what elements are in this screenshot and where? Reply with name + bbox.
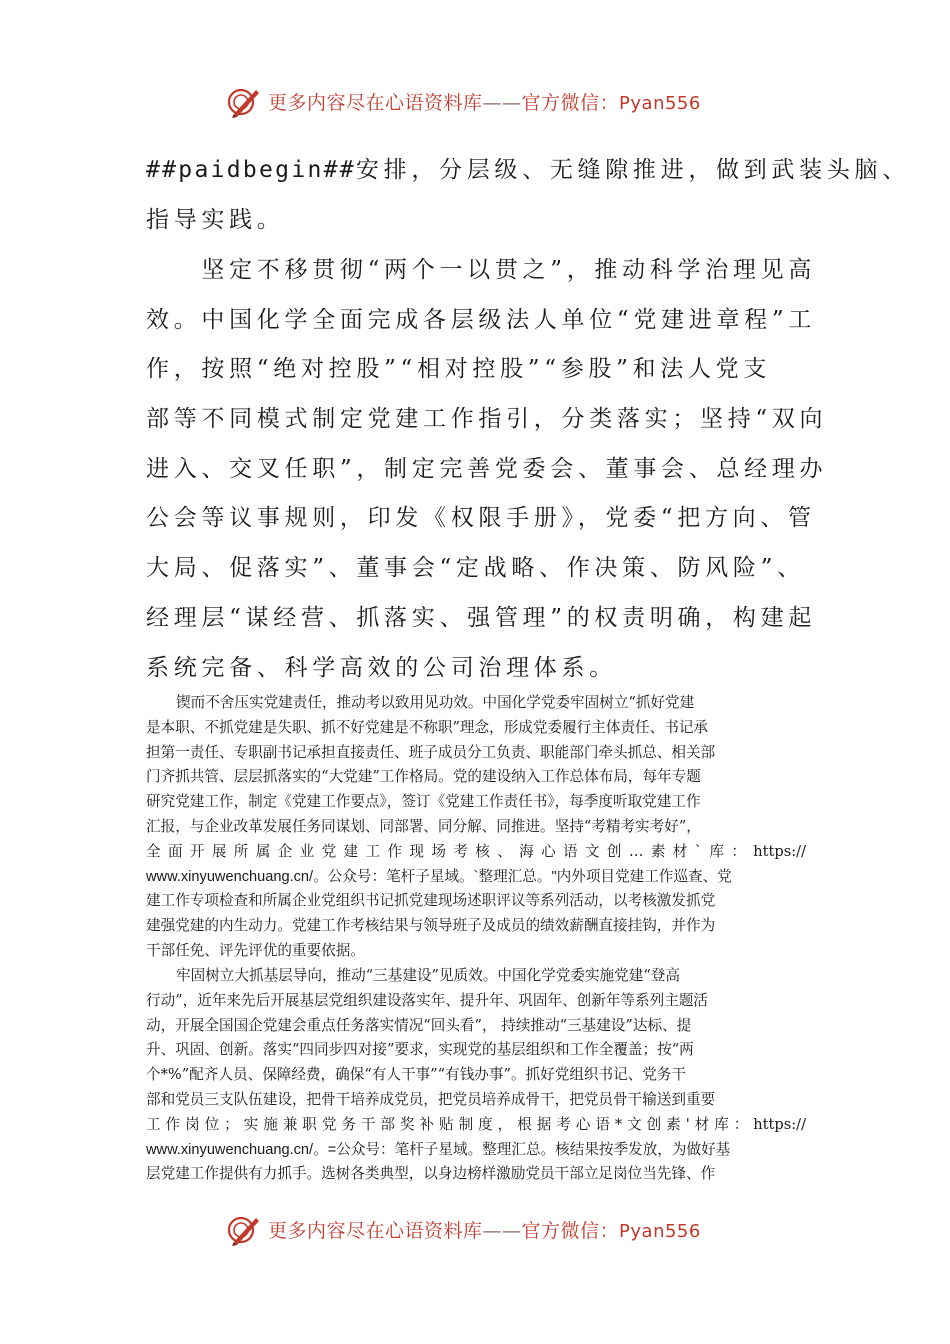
pen-logo-icon [226,1212,262,1248]
wechat-id: Pyan556 [619,93,701,114]
text-line: 层党建工作提供有力抓手。选树各类典型，以身边榜样激励党员干部立足岗位当先锋、作 [146,1165,716,1183]
text-line: 作，按照“绝对控股”“相对控股”“参股”和法人党支 [146,356,772,383]
text-line: 坚定不移贯彻“两个一以贯之”，推动科学治理见高 [146,257,817,283]
paragraph-4 [146,964,806,1187]
text-line: 干部任免、评先评优的重要依据。 [146,941,365,959]
text-line: 升、巩固、创新。落实“四同步四对接”要求，实现党的基层组织和工作全覆盖；按“两 [146,1041,694,1059]
text-line: 锲而不舍压实党建责任，推动考以致用见功效。中国化学党委牢固树立“抓好党建 [176,694,695,711]
text-line: 系统完备、科学高效的公司治理体系。 [146,654,617,681]
text-line: 效。中国化学全面完成各层级法人单位“党建进章程”工 [146,306,817,333]
text-line: ##paidbegin##安排，分层级、无缝隙推进，做到武装头脑、 [146,157,910,183]
text-line: 担第一责任、专职副书记承担直接责任、班子成员分工负责、职能部门牵头抓总、相关部 [146,743,716,761]
banner-text: 更多内容尽在心语资料库——官方微信：Pyan556 [268,1220,701,1242]
footer-banner [0,1210,950,1250]
text-line: www.xinyuwenchuang.cn/。公众号：笔杆子星域。`整理汇总。"内外项目党建工作巡查、党 [146,868,732,885]
paragraph-3 [146,691,806,964]
text-line: 全面开展所属企业党建工作现场考核、海心语文创…素材`库：https:// [146,842,806,860]
text-line: 个*%”配齐人员、保障经费，确保“有人干事”“有钱办事”。抓好党组织书记、党务干 [146,1066,687,1084]
wechat-id: Pyan556 [619,1221,701,1242]
text-line: 研究党建工作，制定《党建工作要点》，签订《党建工作责任书》，每季度听取党建工作 [146,793,701,811]
text-line: www.xinyuwenchuang.cn/。=公众号：笔杆子星域。整理汇总。核结果按季发放，为做好基 [146,1141,731,1158]
paragraph-1 [146,146,910,245]
text-line: 经理层“谋经营、抓落实、强管理”的权责明确，构建起 [146,604,817,631]
text-line: 是本职、不抓党建是失职、抓不好党建是不称职”理念，形成党委履行主体责任、书记承 [146,718,709,736]
text-line: 进入、交叉任职”，制定完善党委会、董事会、总经理办 [146,455,828,482]
text-line: 工作岗位；实施兼职党务干部奖补贴制度，根据考心语*文创素'材库：https:// [146,1115,806,1133]
text-line: 大局、促落实”、董事会“定战略、作决策、防风险”、 [146,555,805,582]
pen-logo-icon [226,84,262,120]
text-line: 牢固树立大抓基层导向，推动“三基建设”见质效。中国化学党委实施党建“登高 [176,967,680,984]
text-line: 指导实践。 [146,206,285,233]
text-line: 动，开展全国国企党建会重点任务落实情况“回头看”， 持续推动“三基建设”达标、提 [146,1016,692,1034]
paragraph-2 [146,246,828,693]
text-line: 汇报，与企业改革发展任务同谋划、同部署、同分解、同推进。坚持“考精考实考好”， [146,817,701,835]
text-line: 部等不同模式制定党建工作指引，分类落实；坚持“双向 [146,406,828,433]
header-banner [0,82,950,122]
text-line: 建工作专项检查和所属企业党组织书记抓党建现场述职评议等系列活动，以考核激发抓党 [146,892,716,910]
text-line: 门齐抓共管、层层抓落实的“大党建”工作格局。党的建设纳入工作总体布局，每年专题 [146,768,701,786]
text-line: 行动”，近年来先后开展基层党组织建设落实年、提升年、巩固年、创新年等系列主题活 [146,991,709,1009]
text-line: 部和党员三支队伍建设，把骨干培养成党员，把党员培养成骨干，把党员骨干输送到重要 [146,1090,716,1108]
text-line: 公会等议事规则，印发《权限手册》，党委“把方向、管 [146,505,816,532]
text-line: 建强党建的内生动力。党建工作考核结果与领导班子及成员的绩效薪酬直接挂钩，并作为 [146,917,716,935]
banner-text: 更多内容尽在心语资料库——官方微信：Pyan556 [268,92,701,114]
